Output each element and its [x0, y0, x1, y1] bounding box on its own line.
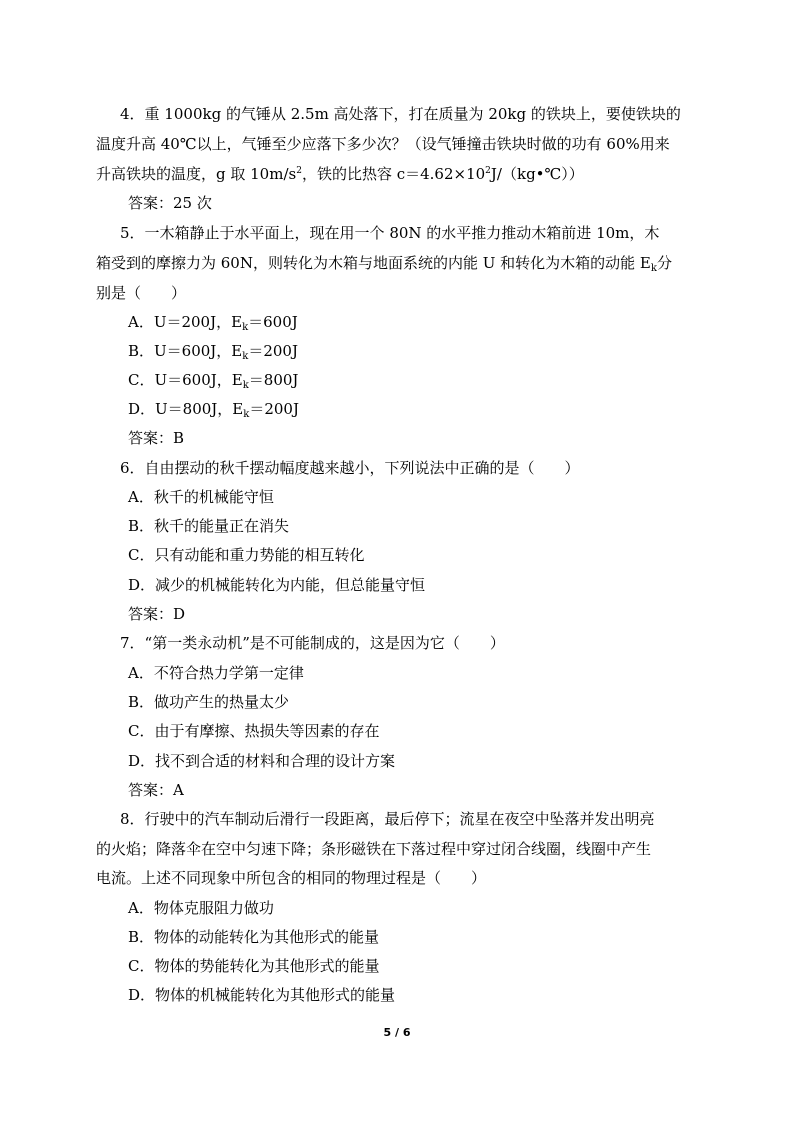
q8-option-a: A．物体克服阻力做功	[128, 899, 274, 917]
q5-option-a-subscript: k	[242, 322, 249, 333]
q7-option-a: A．不符合热力学第一定律	[128, 664, 304, 682]
q8-option-c: C．物体的势能转化为其他形式的能量	[128, 957, 380, 975]
q5-option-b	[128, 341, 298, 364]
q5-stem-line-2	[96, 253, 672, 276]
q4-line3-part-c: J/（kg•℃））	[490, 165, 584, 183]
q6-stem: 6．自由摆动的秋千摆动幅度越来越小，下列说法中正确的是（ ）	[120, 459, 580, 477]
page-number: 5 / 6	[383, 1026, 411, 1039]
q8-option-d: D．物体的机械能转化为其他形式的能量	[128, 986, 396, 1004]
q4-stem-line-2: 温度升高 40℃以上，气锤至少应落下多少次？（设气锤撞击铁块时做的功有 60%用来	[96, 135, 670, 153]
q5-option-d-subscript: k	[243, 409, 250, 420]
q8-stem-line-3: 电流。上述不同现象中所包含的相同的物理过程是（ ）	[96, 869, 487, 887]
q6-answer: 答案：D	[128, 605, 186, 623]
q4-line3-superscript-1: 2	[296, 166, 302, 176]
q5-line2-part-a: 箱受到的摩擦力为 60N，则转化为木箱与地面系统的内能 U 和转化为木箱的动能 E	[96, 254, 651, 272]
q6-option-d: D．减少的机械能转化为内能，但总能量守恒	[128, 576, 426, 594]
q5-option-a	[128, 312, 298, 335]
q6-option-b: B．秋千的能量正在消失	[128, 517, 290, 535]
q4-answer: 答案：25 次	[128, 194, 212, 212]
q5-option-b-text: B．U＝600J，E	[128, 342, 243, 360]
q4-line3-part-b: ，铁的比热容 c＝4.62×10	[301, 165, 486, 183]
q5-stem-line-1: 5．一木箱静止于水平面上，现在用一个 80N 的水平推力推动木箱前进 10m，木	[120, 224, 660, 242]
q5-option-b-value: ＝200J	[248, 342, 298, 360]
q5-option-a-value: ＝600J	[248, 313, 298, 331]
q5-option-d-text: D．U＝800J，E	[128, 400, 244, 418]
q4-line3-superscript-2: 2	[485, 166, 491, 176]
q8-option-b: B．物体的动能转化为其他形式的能量	[128, 928, 380, 946]
q5-line2-part-b: 分	[656, 254, 672, 272]
q5-option-c	[128, 370, 298, 393]
q5-option-c-subscript: k	[242, 380, 249, 391]
q6-option-c: C．只有动能和重力势能的相互转化	[128, 546, 365, 564]
q5-option-d	[128, 399, 299, 422]
q7-stem: 7．“第一类永动机”是不可能制成的，这是因为它（ ）	[120, 634, 505, 652]
q7-option-c: C．由于有摩擦、热损失等因素的存在	[128, 722, 380, 740]
q5-option-d-value: ＝200J	[249, 400, 299, 418]
q8-stem-line-2: 的火焰；降落伞在空中匀速下降；条形磁铁在下落过程中穿过闭合线圈，线圈中产生	[96, 840, 652, 858]
q7-option-b: B．做功产生的热量太少	[128, 693, 290, 711]
q5-line2-subscript: k	[650, 263, 657, 274]
q4-stem-line-3	[96, 164, 584, 187]
q7-answer: 答案：A	[128, 781, 184, 799]
q5-stem-line-3: 别是（ ）	[96, 284, 187, 302]
q5-option-a-text: A．U＝200J，E	[128, 313, 243, 331]
q6-option-a: A．秋千的机械能守恒	[128, 488, 274, 506]
q8-stem-line-1: 8．行驶中的汽车制动后滑行一段距离，最后停下；流星在夜空中坠落并发出明亮	[120, 810, 655, 828]
q5-option-b-subscript: k	[242, 351, 249, 362]
q5-option-c-value: ＝800J	[248, 371, 299, 389]
q5-option-c-text: C．U＝600J，E	[128, 371, 243, 389]
q4-line3-part-a: 升高铁块的温度，g 取 10m/s	[96, 165, 297, 183]
q5-answer: 答案：B	[128, 429, 185, 447]
q4-stem-line-1: 4．重 1000kg 的气锤从 2.5m 高处落下，打在质量为 20kg 的铁块上，要使铁块的	[120, 105, 681, 123]
q7-option-d: D．找不到合适的材料和合理的设计方案	[128, 752, 396, 770]
